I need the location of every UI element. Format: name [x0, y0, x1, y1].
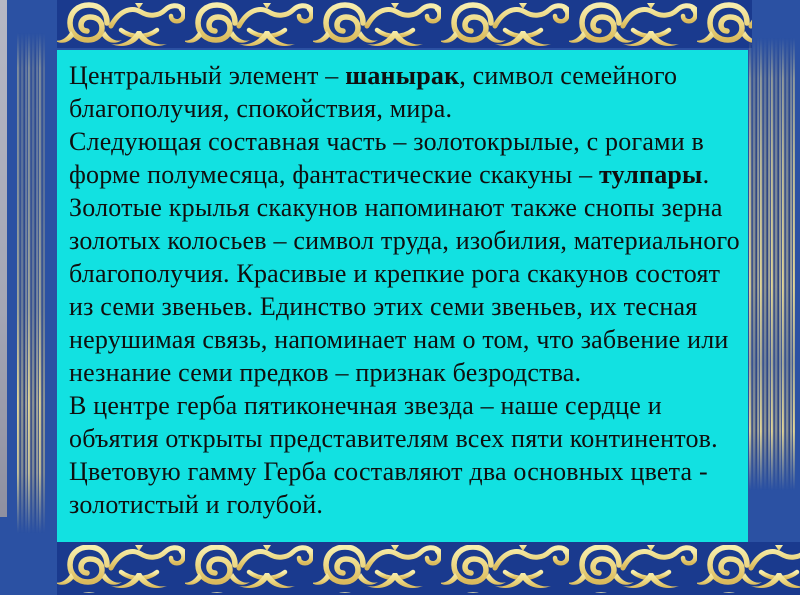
text-segment: золотистый и голубой.: [69, 490, 324, 519]
text-line: [69, 389, 742, 422]
left-streak-ornament: [17, 33, 45, 533]
text-line: [69, 158, 742, 191]
text-segment: нерушимая связь, напоминает нам о том, что забвение или: [69, 325, 729, 354]
text-segment: , символ семейного: [459, 61, 678, 90]
text-segment: золотых колосьев – символ труда, изобилия, материального: [69, 226, 740, 255]
text-segment: незнание семи предков – признак безродства.: [69, 358, 582, 387]
text-segment: .: [702, 160, 710, 189]
text-line: [69, 323, 742, 356]
text-line: [69, 290, 742, 323]
text-segment: Золотые крылья скакунов напоминают также снопы зерна: [69, 193, 723, 222]
text-segment: Следующая составная часть – золотокрылые, с рогами в: [69, 127, 704, 156]
top-ornament-band: [57, 0, 752, 48]
text-segment: форме полумесяца, фантастические скакуны –: [69, 160, 600, 189]
text-line: [69, 224, 742, 257]
bold-term: тулпары: [599, 160, 703, 189]
bottom-ornament-band: [57, 542, 800, 595]
text-line: [69, 488, 742, 521]
text-segment: объятия открыты представителям всех пяти континентов.: [69, 424, 718, 453]
textbox-lines: [69, 59, 742, 521]
text-segment: благополучия, спокойствия, мира.: [69, 94, 453, 123]
text-segment: Центральный элемент –: [69, 61, 346, 90]
right-streak-ornament: [749, 38, 795, 490]
text-line: [69, 59, 742, 92]
text-segment: В центре герба пятиконечная звезда – наше сердце и: [69, 391, 662, 420]
text-line: [69, 257, 742, 290]
bold-term: шанырак: [345, 61, 460, 90]
text-segment: из семи звеньев. Единство этих семи звеньев, их тесная: [69, 292, 698, 321]
text-line: [69, 125, 742, 158]
text-line: [69, 455, 742, 488]
text-line: [69, 356, 742, 389]
text-line: [69, 191, 742, 224]
text-segment: Цветовую гамму Герба составляют два основных цвета -: [69, 457, 708, 486]
text-line: [69, 422, 742, 455]
textbox: [57, 50, 748, 542]
kazakh-scroll-ornament-icon: [57, 0, 752, 48]
text-segment: благополучия. Красивые и крепкие рога скакунов состоят: [69, 259, 721, 288]
left-edge-strip: [0, 0, 7, 517]
text-line: [69, 92, 742, 125]
kazakh-scroll-ornament-icon: [57, 542, 800, 595]
